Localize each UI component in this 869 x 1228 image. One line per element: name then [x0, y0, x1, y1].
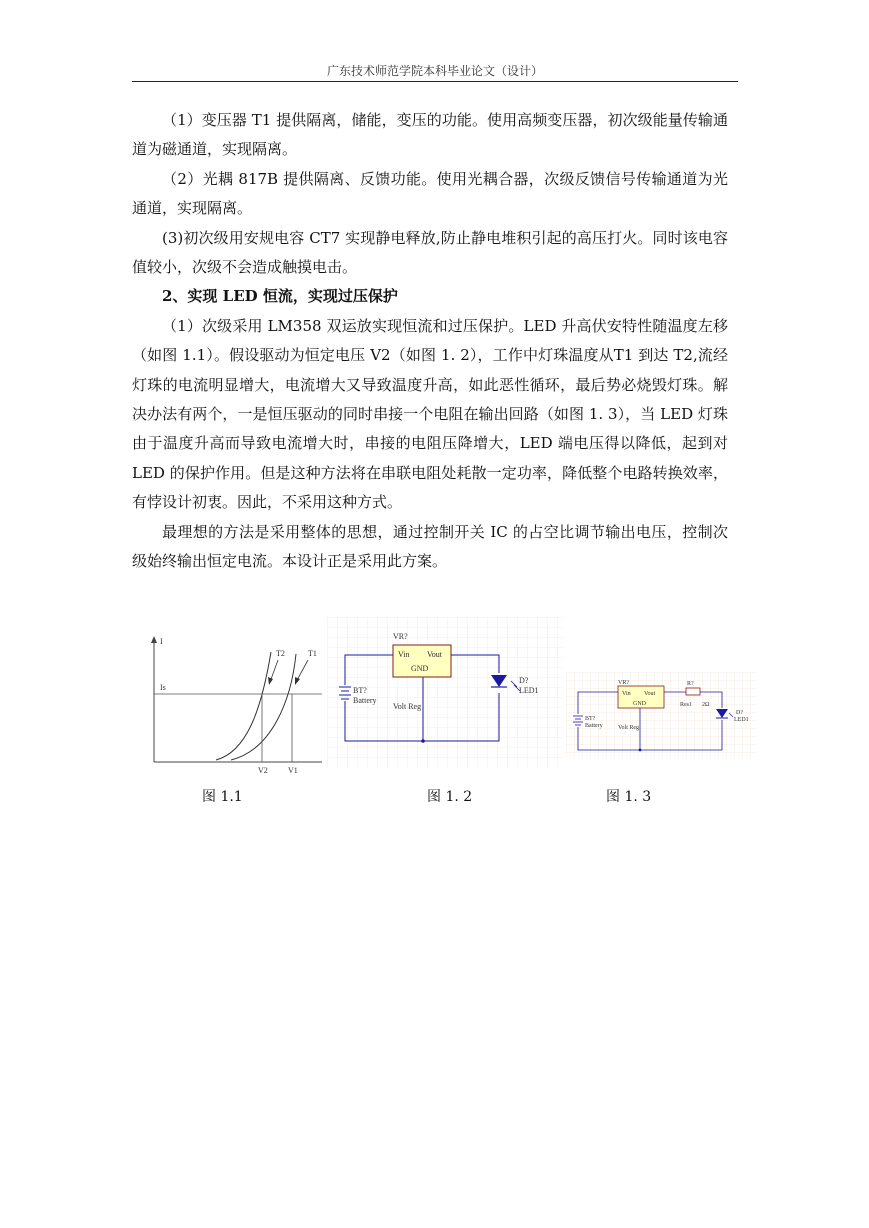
res-value: 2Ω: [702, 702, 710, 708]
pin-vin: Vin: [398, 650, 410, 659]
bat-ref: BT?: [353, 686, 367, 695]
led-ref: D?: [736, 710, 743, 716]
pin-vin: Vin: [622, 691, 631, 697]
is-level-label: Is: [160, 683, 166, 692]
body-text: [132, 106, 728, 577]
bat-name: Battery: [585, 723, 603, 729]
section-heading: 2、实现 LED 恒流，实现过压保护: [162, 287, 398, 306]
page-header: 广东技术师范学院本科毕业论文（设计）: [326, 64, 543, 78]
paragraph-3: (3)初次级用安规电容 CT7 实现静电释放,防止静电堆积引起的高压打火。同时该电容值较小，次级不会造成触摸电击。: [132, 228, 728, 277]
led-ref: D?: [519, 676, 529, 685]
curve-label-t2: T2: [276, 649, 285, 658]
x-tick-v2: V2: [258, 766, 268, 775]
caption-fig-1-3: 图 1. 3: [606, 789, 652, 805]
curve-label-t1: T1: [308, 649, 317, 658]
reg-name: Volt Reg: [618, 725, 640, 731]
led-name: LED1: [519, 686, 539, 695]
reg-name: Volt Reg: [393, 702, 422, 711]
caption-fig-1-1: 图 1.1: [202, 789, 243, 805]
reg-ref: VR?: [618, 680, 629, 686]
figure-iv-curves: [146, 632, 326, 778]
header-rule: [132, 81, 738, 82]
paragraph-4: （1）次级采用 LM358 双运放实现恒流和过压保护。LED 升高伏安特性随温度左移（如图 1.1）。假设驱动为恒定电压 V2（如图 1. 2），工作中灯珠温度从T1 到达 T2,流经灯珠的电流明显增大，电流增大又导致温度升高，如此恶性循环，最后势必烧毁灯珠。解决办法有两个，一是恒压驱动的同时串接一个电阻在输出回路（如图 1. 3），当 LED 灯珠由于温度升高而导致电流增大时，串接的电阻压降增大，LED 端电压得以降低，起到对 LED 的保护作用。但是这种方法将在串联电阻处耗散一定功率，降低整个电路转换效率，有悖设计初衷。因此，不采用这种方式。: [132, 316, 728, 512]
pin-vout: Vout: [427, 650, 442, 659]
pin-gnd: GND: [633, 701, 646, 707]
figure-circuit-resistor: [566, 672, 756, 758]
figure-circuit-cv: [327, 617, 563, 767]
paragraph-1: （1）变压器 T1 提供隔离，储能，变压的功能。使用高频变压器，初次级能量传输通道为磁通道，实现隔离。: [132, 111, 728, 159]
y-axis-label: I: [160, 637, 163, 646]
bat-ref: BT?: [585, 716, 596, 722]
reg-ref: VR?: [393, 632, 408, 641]
bat-name: Battery: [353, 696, 377, 705]
led-name: LED1: [734, 717, 749, 723]
res-ref: R?: [687, 681, 694, 687]
x-tick-v1: V1: [288, 766, 298, 775]
pin-gnd: GND: [411, 664, 429, 673]
caption-fig-1-2: 图 1. 2: [427, 789, 473, 805]
paragraph-2: （2）光耦 817B 提供隔离、反馈功能。使用光耦合器，次级反馈信号传输通道为光通道，实现隔离。: [132, 169, 728, 218]
paragraph-5: 最理想的方法是采用整体的思想，通过控制开关 IC 的占空比调节输出电压，控制次级始终输出恒定电流。本设计正是采用此方案。: [132, 522, 728, 571]
pin-vout: Vout: [644, 691, 656, 697]
res-name: Res1: [680, 702, 692, 708]
